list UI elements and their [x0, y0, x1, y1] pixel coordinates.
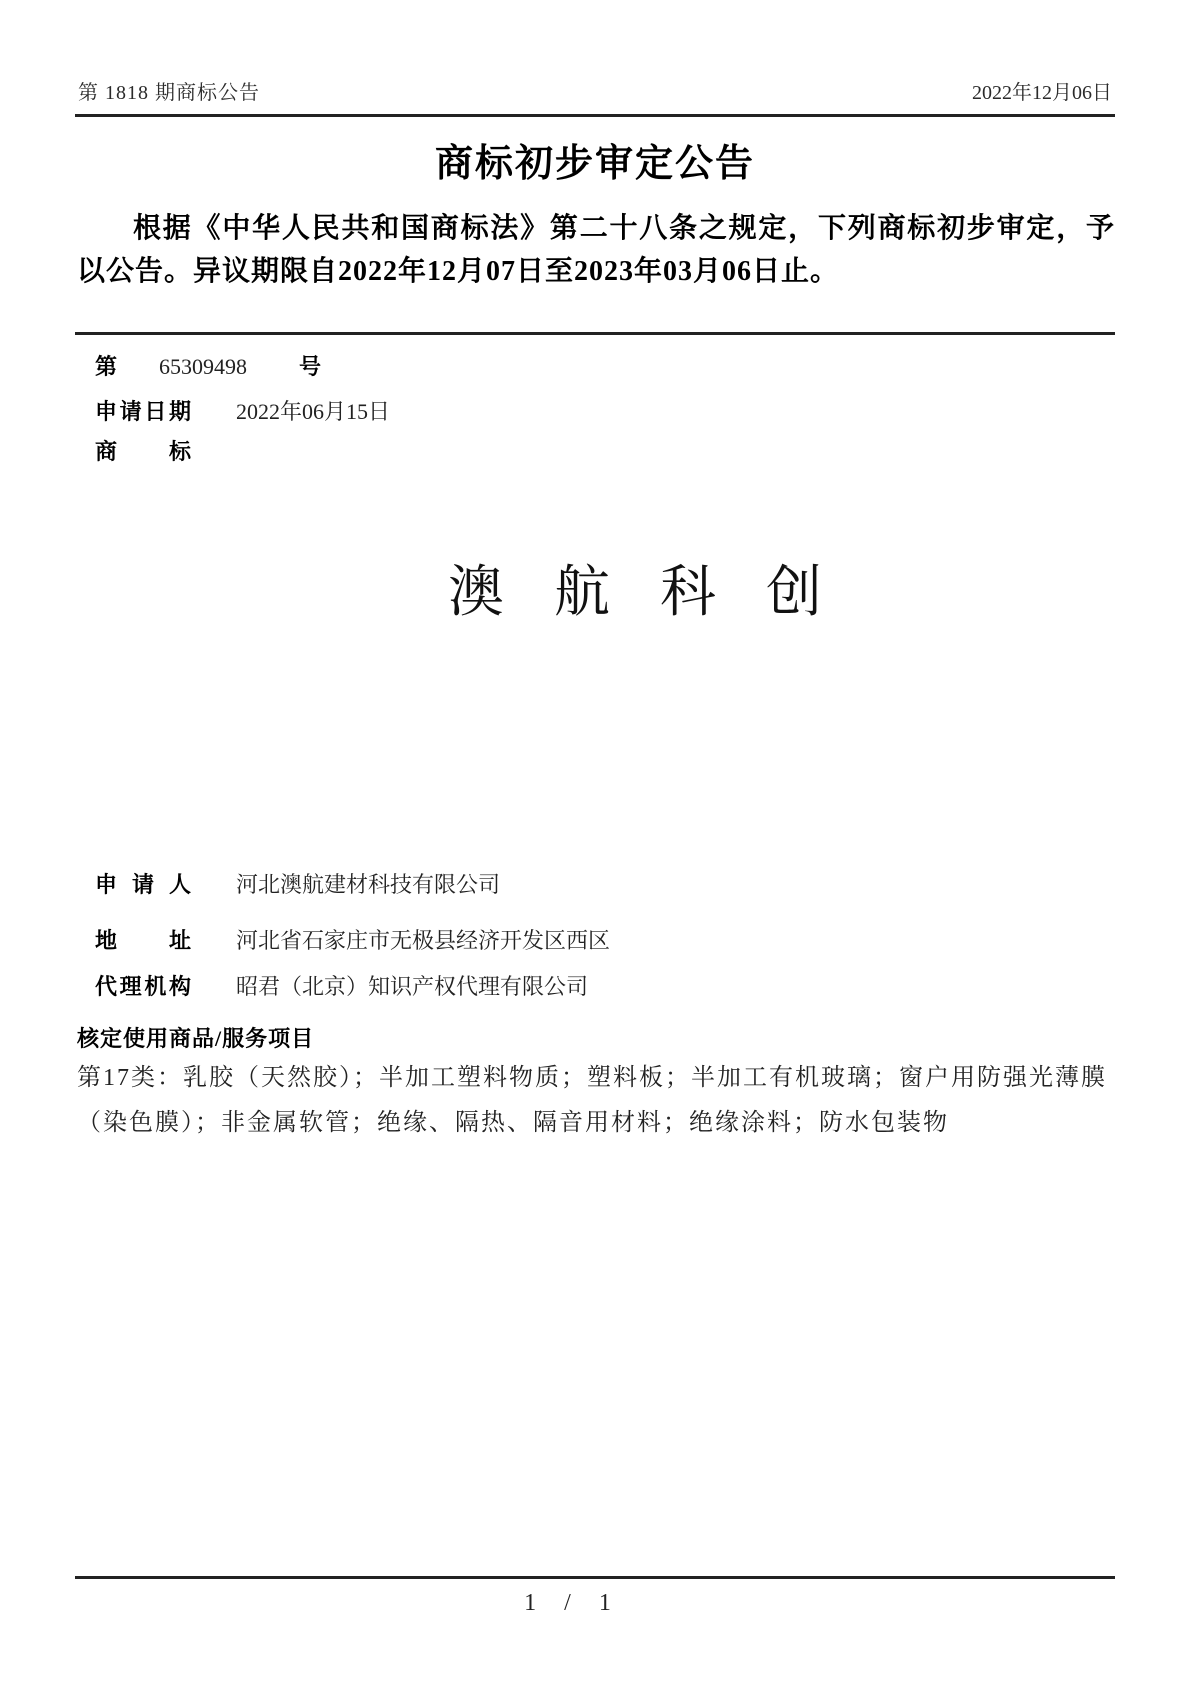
agent-row — [95, 970, 588, 1001]
address-label: 地 址 — [95, 928, 191, 953]
agent-value: 昭君（北京）知识产权代理有限公司 — [236, 974, 589, 999]
current-page-number: 1 — [524, 1590, 537, 1616]
reg-number: 65309498 — [159, 354, 248, 379]
applicant-value: 河北澳航建材科技有限公司 — [236, 872, 501, 897]
reg-number-suffix: 号 — [299, 354, 322, 379]
address-row — [95, 924, 610, 955]
reg-number-prefix: 第 — [95, 354, 118, 379]
page-indicator — [0, 1590, 1190, 1617]
page-title: 商标初步审定公告 — [434, 143, 755, 185]
section-divider — [75, 332, 1115, 335]
goods-services-list: 第17类：乳胶（天然胶）；半加工塑料物质；塑料板；半加工有机玻璃；窗户用防强光薄膜（染色膜）；非金属软管；绝缘、隔热、隔音用材料；绝缘涂料；防水包装物 — [77, 1065, 1107, 1136]
announcement-intro: 根据《中华人民共和国商标法》第二十八条之规定，下列商标初步审定，予以公告。异议期限自2022年12月07日至2023年03月06日止。 — [77, 213, 1115, 287]
application-date-value: 2022年06月15日 — [236, 399, 391, 424]
footer-divider — [75, 1576, 1115, 1579]
applicant-label: 申 请 人 — [95, 872, 191, 897]
goods-services-heading: 核定使用商品/服务项目 — [77, 1026, 315, 1051]
gazette-date-label: 2022年12月06日 — [972, 82, 1112, 104]
gazette-issue-label: 第 1818 期商标公告 — [78, 82, 260, 104]
agent-label: 代 理 机 构 — [95, 974, 191, 999]
header-divider — [75, 114, 1115, 117]
registration-number-row — [95, 350, 321, 381]
page-separator: / — [564, 1590, 571, 1616]
application-date-row — [95, 395, 390, 426]
mark-label: 商 标 — [95, 439, 191, 464]
address-value: 河北省石家庄市无极县经济开发区西区 — [236, 928, 611, 953]
total-page-number: 1 — [598, 1590, 611, 1616]
application-date-label: 申 请 日 期 — [95, 399, 191, 424]
trademark-name: 澳航科创 — [448, 562, 872, 624]
applicant-row — [95, 868, 500, 899]
mark-label-row — [95, 435, 191, 466]
